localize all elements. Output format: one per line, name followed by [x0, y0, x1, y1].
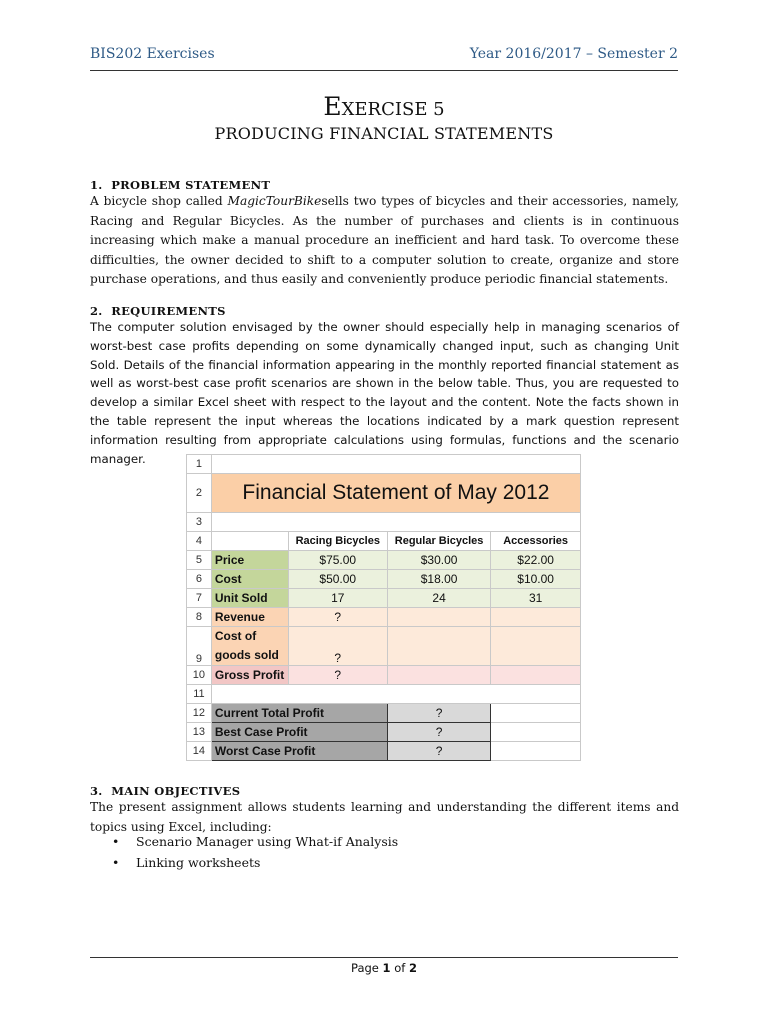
- row-label: Unit Sold: [211, 589, 288, 608]
- sheet-row-gross-profit: 10 Gross Profit ?: [187, 666, 581, 685]
- sheet-row-2: 2 Financial Statement of May 2012: [187, 474, 581, 513]
- course-code: BIS202 Exercises: [90, 46, 215, 62]
- sheet-title: Financial Statement of May 2012: [211, 474, 580, 513]
- page-number: Page 1 of 2: [351, 961, 417, 975]
- summary-label: Best Case Profit: [211, 723, 387, 742]
- summary-label: Worst Case Profit: [211, 742, 387, 761]
- sheet-row-11: 11: [187, 685, 581, 704]
- cell-value: 17: [288, 589, 387, 608]
- column-header: Regular Bicycles: [387, 532, 490, 551]
- page-header: [90, 46, 678, 68]
- exercise-subtitle: PRODUCING FINANCIAL STATEMENTS: [214, 124, 554, 143]
- cell-value: $75.00: [288, 551, 387, 570]
- requirements-paragraph: The computer solution envisaged by the owner should especially help in managing scenarios of worst-best case profits depending on some dynamically changed input, such as changing Unit Sold. Details of the financial information appearing in the monthly reported financial statement as well as worst-best case profit scenarios are shown in the below table. Thus, you are requested to develop a similar Excel sheet with respect to the layout and the content. Note the facts shown in the table represent the input whereas the locations indicated by a mark question represent information resulting from appropriate calculations using formulas, functions and the scenario manager.: [90, 320, 679, 466]
- sheet-row-3: 3: [187, 513, 581, 532]
- summary-value: ?: [387, 723, 490, 742]
- cell-value: ?: [288, 666, 387, 685]
- financial-statement-sheet: [186, 454, 581, 761]
- cell-value: ?: [288, 627, 387, 666]
- summary-label: Current Total Profit: [211, 704, 387, 723]
- problem-paragraph: A bicycle shop called MagicTourBikesells two types of bicycles and their accessories, namely, Racing and Regular Bicycles. As the number of purchases and clients is in continuous increasing which make a manual procedure an inefficient and hard task. To overcome these difficulties, the owner decided to shift to a computer solution to create, organize and store purchase operations, and thus easily and conveniently produce periodic financial statements.: [90, 194, 679, 287]
- sheet-row-current-total: 12 Current Total Profit ?: [187, 704, 581, 723]
- list-item: • Scenario Manager using What-if Analysis: [112, 834, 399, 849]
- row-label: Gross Profit: [211, 666, 288, 685]
- cell-value: 24: [387, 589, 490, 608]
- sheet-row-best-case: 13 Best Case Profit ?: [187, 723, 581, 742]
- section-heading-requirements: 2. REQUIREMENTS: [90, 304, 226, 318]
- footer-divider: [90, 957, 678, 958]
- sheet-row-cost: 6 Cost $50.00 $18.00 $10.00: [187, 570, 581, 589]
- sheet-row-worst-case: 14 Worst Case Profit ?: [187, 742, 581, 761]
- bullet-icon: •: [112, 855, 120, 870]
- row-label: Revenue: [211, 608, 288, 627]
- cell-value: $18.00: [387, 570, 490, 589]
- sheet-row-price: 5 Price $75.00 $30.00 $22.00: [187, 551, 581, 570]
- row-label: Cost: [211, 570, 288, 589]
- section-heading-problem: 1. PROBLEM STATEMENT: [90, 178, 271, 192]
- sheet-row-revenue: 8 Revenue ?: [187, 608, 581, 627]
- column-header: Accessories: [491, 532, 581, 551]
- header-divider: [90, 70, 678, 71]
- cell-value: $22.00: [491, 551, 581, 570]
- sheet-row-cogs: 9 Cost of goods sold ?: [187, 627, 581, 666]
- objectives-list: [112, 834, 398, 876]
- academic-year: Year 2016/2017 – Semester 2: [469, 46, 678, 62]
- summary-value: ?: [387, 704, 490, 723]
- bullet-icon: •: [112, 834, 120, 849]
- summary-value: ?: [387, 742, 490, 761]
- list-item: • Linking worksheets: [112, 855, 261, 870]
- cell-value: 31: [491, 589, 581, 608]
- sheet-row-1: 1: [187, 455, 581, 474]
- shop-name: MagicTourBike: [227, 194, 322, 208]
- column-header: Racing Bicycles: [288, 532, 387, 551]
- cell-value: $50.00: [288, 570, 387, 589]
- cell-value: $30.00: [387, 551, 490, 570]
- objectives-paragraph: The present assignment allows students learning and understanding the different items and topics using Excel, including:: [90, 800, 679, 834]
- cell-value: $10.00: [491, 570, 581, 589]
- sheet-row-unit-sold: 7 Unit Sold 17 24 31: [187, 589, 581, 608]
- cell-value: ?: [288, 608, 387, 627]
- exercise-title: EXERCISE 5: [323, 92, 445, 121]
- sheet-row-4: 4 Racing Bicycles Regular Bicycles Accessories: [187, 532, 581, 551]
- row-label: Price: [211, 551, 288, 570]
- section-heading-objectives: 3. MAIN OBJECTIVES: [90, 784, 241, 798]
- row-label: Cost of goods sold: [211, 627, 288, 666]
